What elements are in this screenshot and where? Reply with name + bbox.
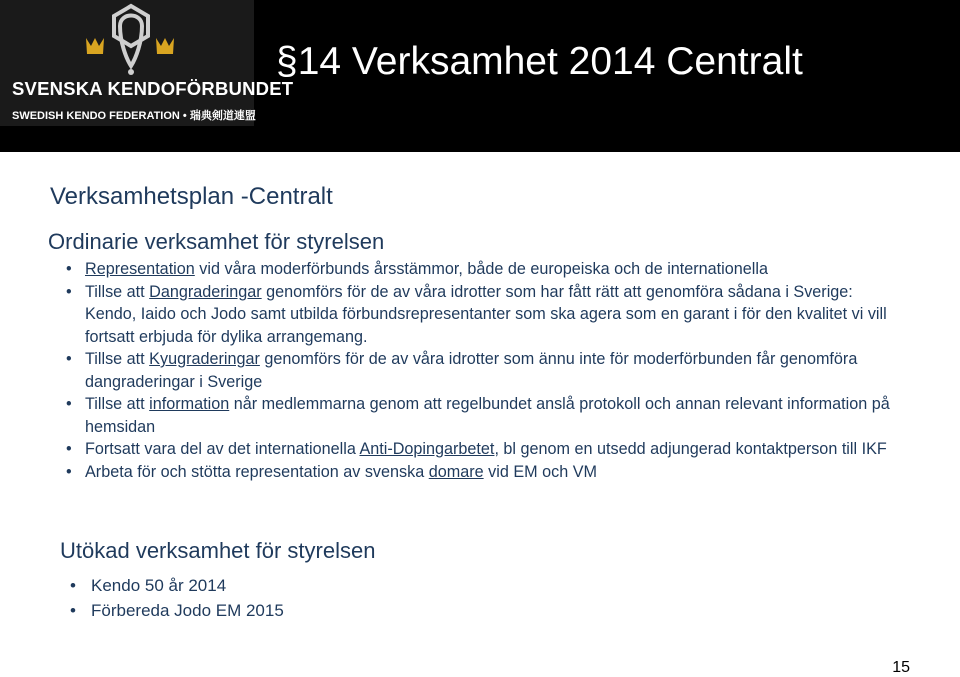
- extended-list: [70, 574, 670, 624]
- ordinary-heading: Ordinarie verksamhet för styrelsen: [48, 229, 385, 254]
- federation-emblem-icon: [86, 2, 176, 76]
- slide-title: §14 Verksamhet 2014 Centralt: [276, 40, 803, 83]
- list-item: • Arbeta för och stötta representation av svenska domare vid EM och VM: [66, 461, 896, 484]
- logo-name: SVENSKA KENDOFÖRBUNDET: [12, 78, 294, 99]
- ordinary-list: [66, 258, 896, 483]
- crown-icon: [156, 38, 174, 54]
- section-title: Verksamhetsplan -Centralt: [50, 183, 333, 210]
- list-item: • Tillse att information når medlemmarna genom att regelbundet anslå protokoll och annan relevant information på hemsidan: [66, 393, 896, 438]
- page-number: 15: [892, 659, 910, 676]
- crown-icon: [86, 38, 104, 54]
- slide-header: [0, 0, 960, 152]
- federation-logo: [0, 0, 294, 126]
- list-item: • Förbereda Jodo EM 2015: [70, 599, 670, 623]
- list-item: • Representation vid våra moderförbunds årsstämmor, både de europeiska och de internationella: [66, 258, 896, 281]
- dangraderingar-link[interactable]: Dangraderingar: [149, 282, 262, 301]
- representation-link[interactable]: Representation: [85, 260, 195, 278]
- list-item: • Tillse att Dangraderingar genomförs för de av våra idrotter som har fått rätt att genomföra sådana i Sverige: Kendo, Iaido och Jodo samt utbilda förbundsrepresentanter som ska agera som en garant i för den kvalitet vi vill fortsatt erbjuda för dylika arrangemang.: [66, 281, 896, 349]
- domare-link[interactable]: domare: [428, 462, 484, 481]
- kyugraderingar-link[interactable]: Kyugraderingar: [149, 350, 260, 368]
- extended-heading: Utökad verksamhet för styrelsen: [60, 538, 376, 563]
- list-item: • Tillse att Kyugraderingar genomförs för de av våra idrotter som ännu inte för moderförbunden får genomföra dangraderingar i Sverige: [66, 348, 896, 393]
- list-item: • Kendo 50 år 2014: [70, 574, 670, 598]
- anti-dopingarbetet-link[interactable]: Anti-Dopingarbetet: [359, 440, 495, 458]
- information-link[interactable]: information: [149, 395, 230, 413]
- list-item: • Fortsatt vara del av det internationella Anti-Dopingarbetet, bl genom en utsedd adjungerad kontaktperson till IKF: [66, 438, 896, 461]
- logo-subtitle: SWEDISH KENDO FEDERATION • 瑞典剣道連盟: [12, 110, 256, 122]
